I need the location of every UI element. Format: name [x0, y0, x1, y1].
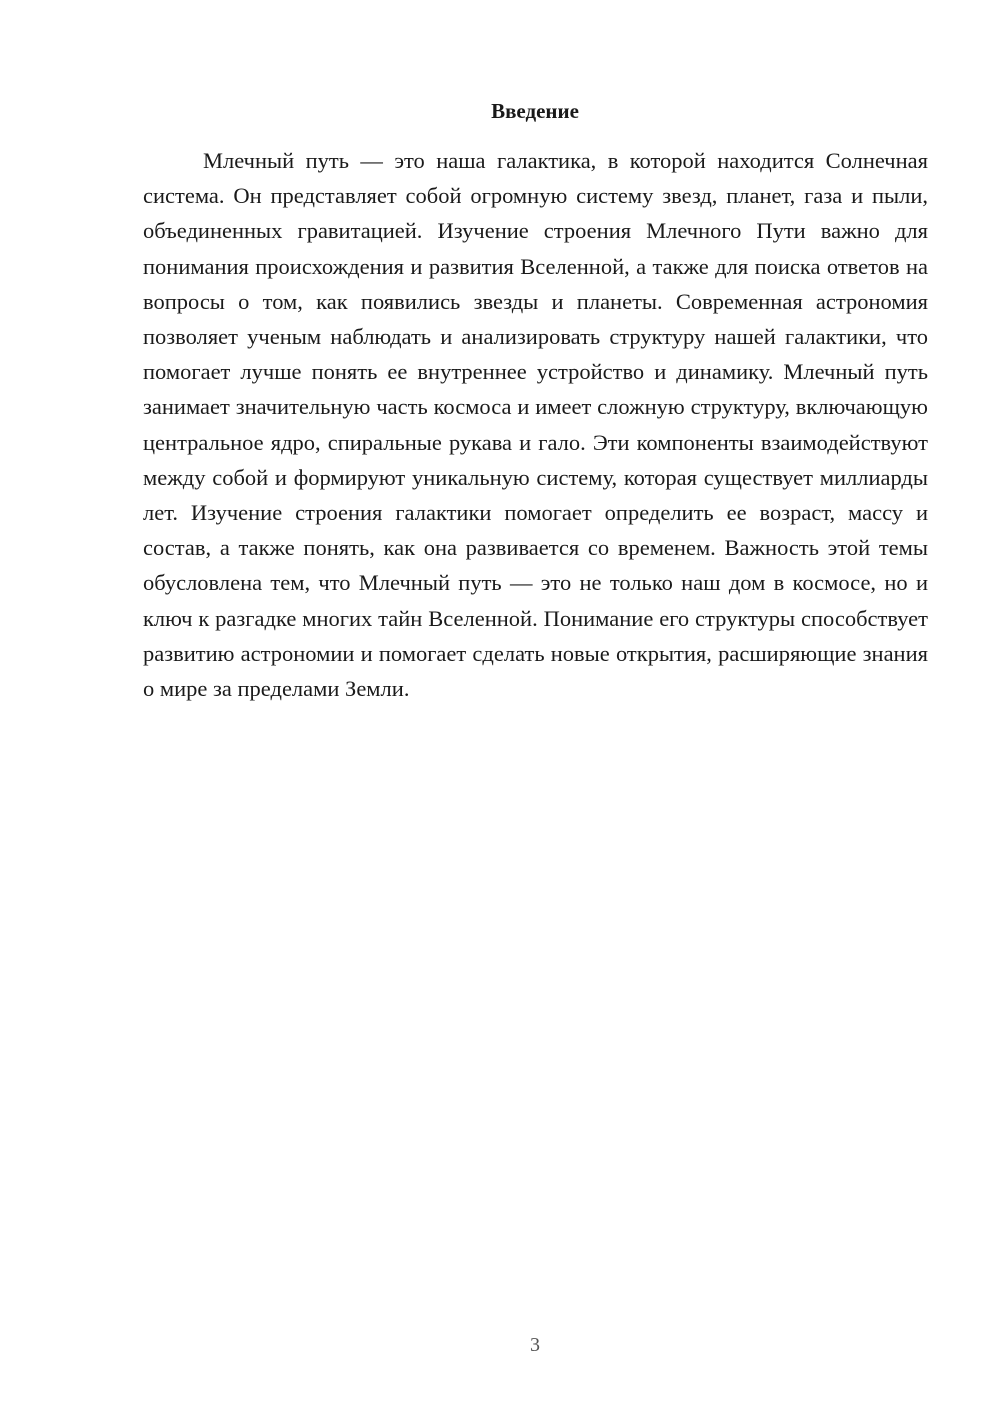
page-number: 3 — [530, 1334, 540, 1356]
body-paragraph: Млечный путь — это наша галактика, в которой находится Солнечная система. Он представляет собой огромную систему звезд, планет, газа и пыли, объединенных гравитацией. Изучение строения Млечного Пути важно для понимания происхождения и развития Вселенной, а также для поиска ответов на вопросы о том, как появились звезды и планеты. Современная астрономия позволяет ученым наблюдать и анализировать структуру нашей галактики, что помогает лучше понять ее внутреннее устройство и динамику. Млечный путь занимает значительную часть космоса и имеет сложную структуру, включающую центральное ядро, спиральные рукава и гало. Эти компоненты взаимодействуют между собой и формируют уникальную систему, которая существует миллиарды лет. Изучение строения галактики помогает определить ее возраст, массу и состав, а также понять, как она развивается со временем. Важность этой темы обусловлена тем, что Млечный путь — это не только наш дом в космосе, но и ключ к разгадке многих тайн Вселенной. Понимание его структуры способствует развитию астрономии и помогает сделать новые открытия, расширяющие знания о мире за пределами Земли. — [143, 148, 928, 702]
section-heading: Введение — [491, 99, 579, 123]
